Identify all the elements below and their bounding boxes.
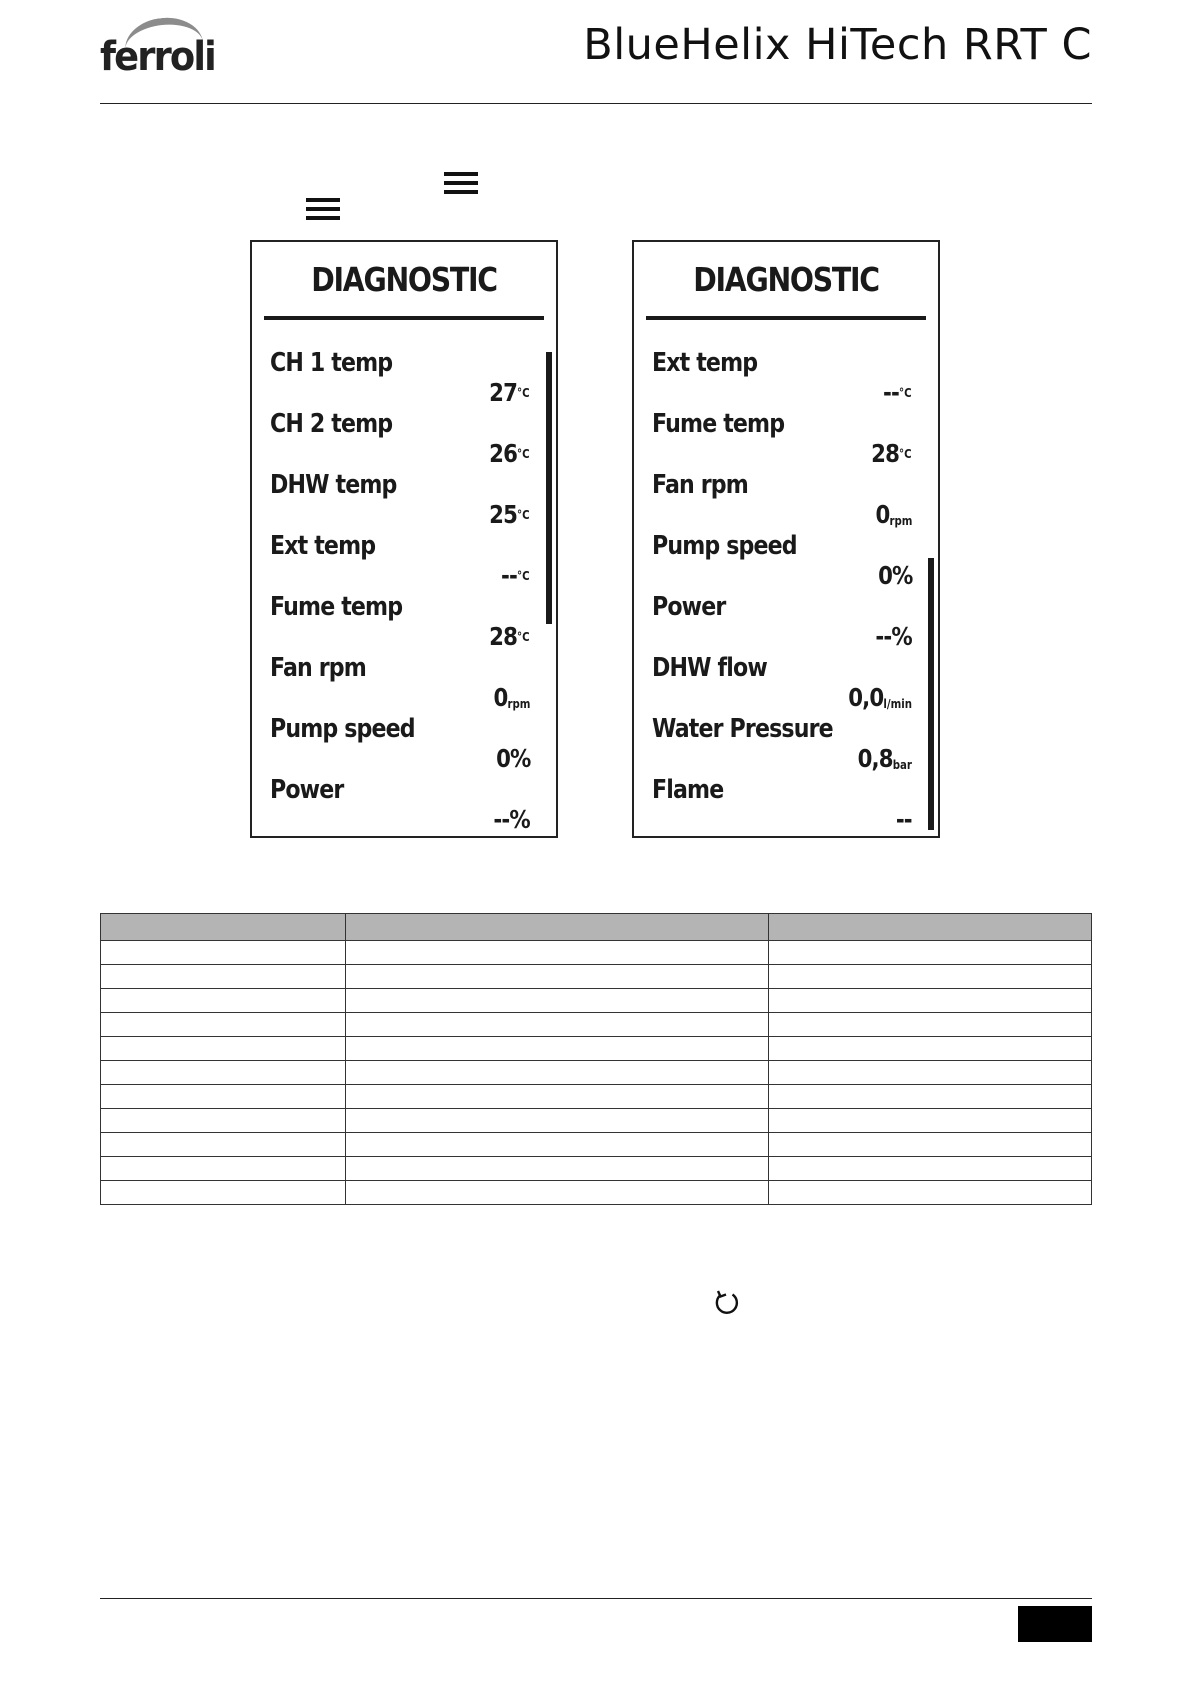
panel-divider [264, 316, 544, 320]
table-cell [101, 989, 346, 1013]
diagnostic-row [270, 348, 530, 409]
table-cell [101, 1109, 346, 1133]
diagnostic-label: Ext temp [652, 348, 758, 378]
table-row [101, 965, 1092, 989]
table-cell [345, 1109, 769, 1133]
diagnostic-value [494, 805, 530, 834]
diagnostic-row [652, 348, 912, 409]
value-unit: °C [517, 508, 530, 522]
diagnostic-panel-left [250, 240, 558, 838]
value-unit: °C [517, 569, 530, 583]
value-number: 0% [495, 744, 530, 773]
table-row [101, 1013, 1092, 1037]
diagnostic-value [883, 378, 912, 407]
table-cell [101, 1013, 346, 1037]
diagnostic-label: Pump speed [652, 531, 797, 561]
table-cell [345, 1133, 769, 1157]
diagnostic-value [490, 439, 530, 468]
table-cell [769, 1037, 1092, 1061]
diagnostic-value [490, 622, 530, 651]
value-unit: °C [517, 386, 530, 400]
table-row [101, 941, 1092, 965]
table-cell [769, 1013, 1092, 1037]
table-row [101, 1061, 1092, 1085]
panel-title: DIAGNOSTIC [693, 260, 879, 299]
diagnostic-label: Water Pressure [652, 714, 833, 744]
value-number: 27 [489, 378, 518, 407]
diagnostic-value [896, 805, 912, 834]
table-cell [101, 1061, 346, 1085]
table-row [101, 1181, 1092, 1205]
table-row [101, 1037, 1092, 1061]
diagnostic-value [493, 683, 530, 712]
table-cell [345, 1085, 769, 1109]
scrollbar[interactable] [546, 352, 552, 624]
value-number: --% [493, 805, 530, 834]
diagnostic-panel-right [632, 240, 940, 838]
diagnostic-label: CH 1 temp [270, 348, 393, 378]
table-cell [101, 1133, 346, 1157]
table-row [101, 1085, 1092, 1109]
value-unit: °C [517, 447, 530, 461]
table-header-cell [345, 914, 769, 941]
diagnostic-value [501, 561, 530, 590]
menu-icon [444, 172, 478, 194]
diagnostic-row [652, 531, 912, 592]
diagnostic-value [848, 683, 912, 712]
diagnostic-row [652, 409, 912, 470]
diagnostic-row [270, 531, 530, 592]
document-title: BlueHelix HiTech RRT C [583, 20, 1092, 70]
value-unit: °C [517, 630, 530, 644]
table-cell [769, 1085, 1092, 1109]
diagnostic-value [496, 744, 530, 773]
value-number: -- [501, 561, 518, 590]
diagnostic-row [270, 470, 530, 531]
value-number: 0,8 [857, 744, 893, 773]
value-number: 0,0 [848, 683, 884, 712]
diagnostic-row [652, 470, 912, 531]
diagnostic-label: Flame [652, 775, 724, 805]
diagnostic-row [652, 714, 912, 775]
panel-title: DIAGNOSTIC [311, 260, 497, 299]
value-unit: l/min [883, 697, 912, 711]
header-divider [100, 103, 1092, 104]
panel-divider [646, 316, 926, 320]
value-number: 26 [489, 439, 518, 468]
brand-logo [100, 18, 215, 80]
value-number: -- [896, 805, 912, 834]
table-cell [769, 1133, 1092, 1157]
diagnostic-label: Pump speed [270, 714, 415, 744]
diagnostic-label: DHW temp [270, 470, 397, 500]
refresh-icon [712, 1288, 742, 1318]
table-header-cell [769, 914, 1092, 941]
diagnostic-row [270, 775, 530, 836]
diagnostic-label: Fan rpm [652, 470, 748, 500]
table-cell [101, 1085, 346, 1109]
table-cell [345, 1013, 769, 1037]
table-cell [769, 1181, 1092, 1205]
value-number: 0% [877, 561, 912, 590]
diagnostic-value [876, 622, 912, 651]
table-cell [345, 1037, 769, 1061]
table-header-row [101, 914, 1092, 941]
table-cell [101, 1181, 346, 1205]
diagnostic-row [270, 714, 530, 775]
table-cell [345, 965, 769, 989]
diagnostic-row [652, 653, 912, 714]
value-number: 28 [489, 622, 518, 651]
diagnostic-label: Fume temp [652, 409, 785, 439]
table-cell [345, 941, 769, 965]
diagnostic-label: Fume temp [270, 592, 403, 622]
diagnostic-value [858, 744, 912, 773]
diagnostic-row [652, 592, 912, 653]
value-number: 0 [875, 500, 890, 529]
value-number: 25 [489, 500, 518, 529]
table-cell [345, 989, 769, 1013]
value-unit: bar [892, 758, 912, 772]
diagnostic-label: Fan rpm [270, 653, 366, 683]
table-cell [101, 941, 346, 965]
scrollbar[interactable] [928, 558, 934, 830]
value-number: --% [875, 622, 912, 651]
diagnostic-value [872, 439, 912, 468]
value-number: -- [883, 378, 900, 407]
table-row [101, 989, 1092, 1013]
footer-divider [100, 1598, 1092, 1599]
diagnostic-row [270, 409, 530, 470]
table-cell [769, 989, 1092, 1013]
table-cell [769, 1061, 1092, 1085]
table-row [101, 1133, 1092, 1157]
diagnostic-label: Power [652, 592, 726, 622]
diagnostic-value [878, 561, 912, 590]
parameter-table [100, 913, 1092, 1205]
value-unit: °C [899, 386, 912, 400]
value-number: 28 [871, 439, 900, 468]
page-number-box [1018, 1606, 1092, 1642]
table-cell [345, 1181, 769, 1205]
menu-icon [306, 198, 340, 220]
table-cell [769, 941, 1092, 965]
diagnostic-value [490, 378, 530, 407]
table-cell [345, 1157, 769, 1181]
table-row [101, 1157, 1092, 1181]
diagnostic-value [875, 500, 912, 529]
table-cell [101, 1037, 346, 1061]
table-header-cell [101, 914, 346, 941]
diagnostic-row [270, 653, 530, 714]
diagnostic-label: Ext temp [270, 531, 376, 561]
table-cell [345, 1061, 769, 1085]
diagnostic-label: DHW flow [652, 653, 767, 683]
logo-text: ferroli [100, 34, 215, 80]
table-cell [101, 965, 346, 989]
value-unit: rpm [889, 514, 912, 528]
diagnostic-row [270, 592, 530, 653]
diagnostic-value [490, 500, 530, 529]
table-cell [101, 1157, 346, 1181]
value-number: 0 [493, 683, 508, 712]
value-unit: rpm [507, 697, 530, 711]
table-row [101, 1109, 1092, 1133]
diagnostic-label: CH 2 temp [270, 409, 393, 439]
value-unit: °C [899, 447, 912, 461]
table-cell [769, 1109, 1092, 1133]
table-cell [769, 1157, 1092, 1181]
diagnostic-label: Power [270, 775, 344, 805]
diagnostic-row [652, 775, 912, 836]
table-cell [769, 965, 1092, 989]
